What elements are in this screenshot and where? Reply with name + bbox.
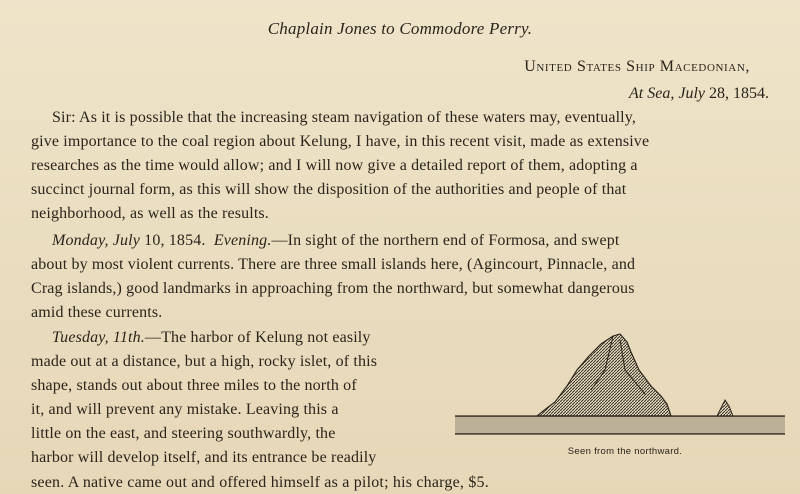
paragraph-3-line xyxy=(31,326,451,350)
entry-day: Tuesday, 11th. xyxy=(52,329,145,346)
paragraph-3-line: harbor will develop itself, and its entrance be readily xyxy=(31,449,377,466)
date-rest: 28, 1854. xyxy=(709,85,769,102)
paragraph-2-text: —In sight of the northern end of Formosa, and swept xyxy=(271,232,620,249)
letter-title: Chaplain Jones to Commodore Perry. xyxy=(267,19,533,38)
date-month: July xyxy=(678,85,705,102)
paragraph-2-line: amid these currents. xyxy=(31,304,163,321)
paragraph-2-line: about by most violent currents. There are three small islands here, (Agincourt, Pinnacle, and xyxy=(31,256,636,273)
letter-date xyxy=(629,85,769,103)
paragraph-1-line: Sir: As it is possible that the increasing steam navigation of these waters may, eventually, xyxy=(52,109,637,126)
paragraph-2-line: Crag islands,) good landmarks in approaching from the northward, but somewhat dangerous xyxy=(31,280,635,297)
paragraph-3-line: it, and will prevent any mistake. Leaving this a xyxy=(31,401,339,418)
figure-caption: Seen from the northward. xyxy=(567,446,683,457)
ship-heading: United States Ship Macedonian, xyxy=(524,58,750,75)
entry-month: July xyxy=(112,232,141,249)
paragraph-3 xyxy=(31,326,451,470)
paragraph-1 xyxy=(31,106,786,226)
islet-engraving xyxy=(455,330,785,450)
paragraph-1-line: succinct journal form, as this will show the disposition of the authorities and people of that xyxy=(31,181,627,198)
paragraph-2-line xyxy=(31,229,786,253)
entry-evening: Evening. xyxy=(213,232,272,249)
entry-day: Monday, xyxy=(52,232,109,249)
paragraph-1-line: neighborhood, as well as the results. xyxy=(31,205,269,222)
paragraph-3-line: made out at a distance, but a high, rocky islet, of this xyxy=(31,353,378,370)
paragraph-3-line: little on the east, and steering southwardly, the xyxy=(31,425,336,442)
entry-date: 10, 1854. xyxy=(144,232,206,249)
paragraph-3-text: —The harbor of Kelung not easily xyxy=(144,329,371,346)
small-rock-shape xyxy=(717,400,733,416)
paragraph-3-line: shape, stands out about three miles to the north of xyxy=(31,377,357,394)
paragraph-3-last-line: seen. A native came out and offered himself as a pilot; his charge, $5. xyxy=(31,474,489,491)
islet-shape xyxy=(537,334,671,416)
paragraph-1-line: researches as the time would allow; and I will now give a detailed report of them, adopting a xyxy=(31,157,638,174)
paragraph-1-line: give importance to the coal region about Kelung, I have, in this recent visit, made as extensive xyxy=(31,133,650,150)
paragraph-2 xyxy=(31,229,786,325)
date-place: At Sea, xyxy=(629,85,675,102)
